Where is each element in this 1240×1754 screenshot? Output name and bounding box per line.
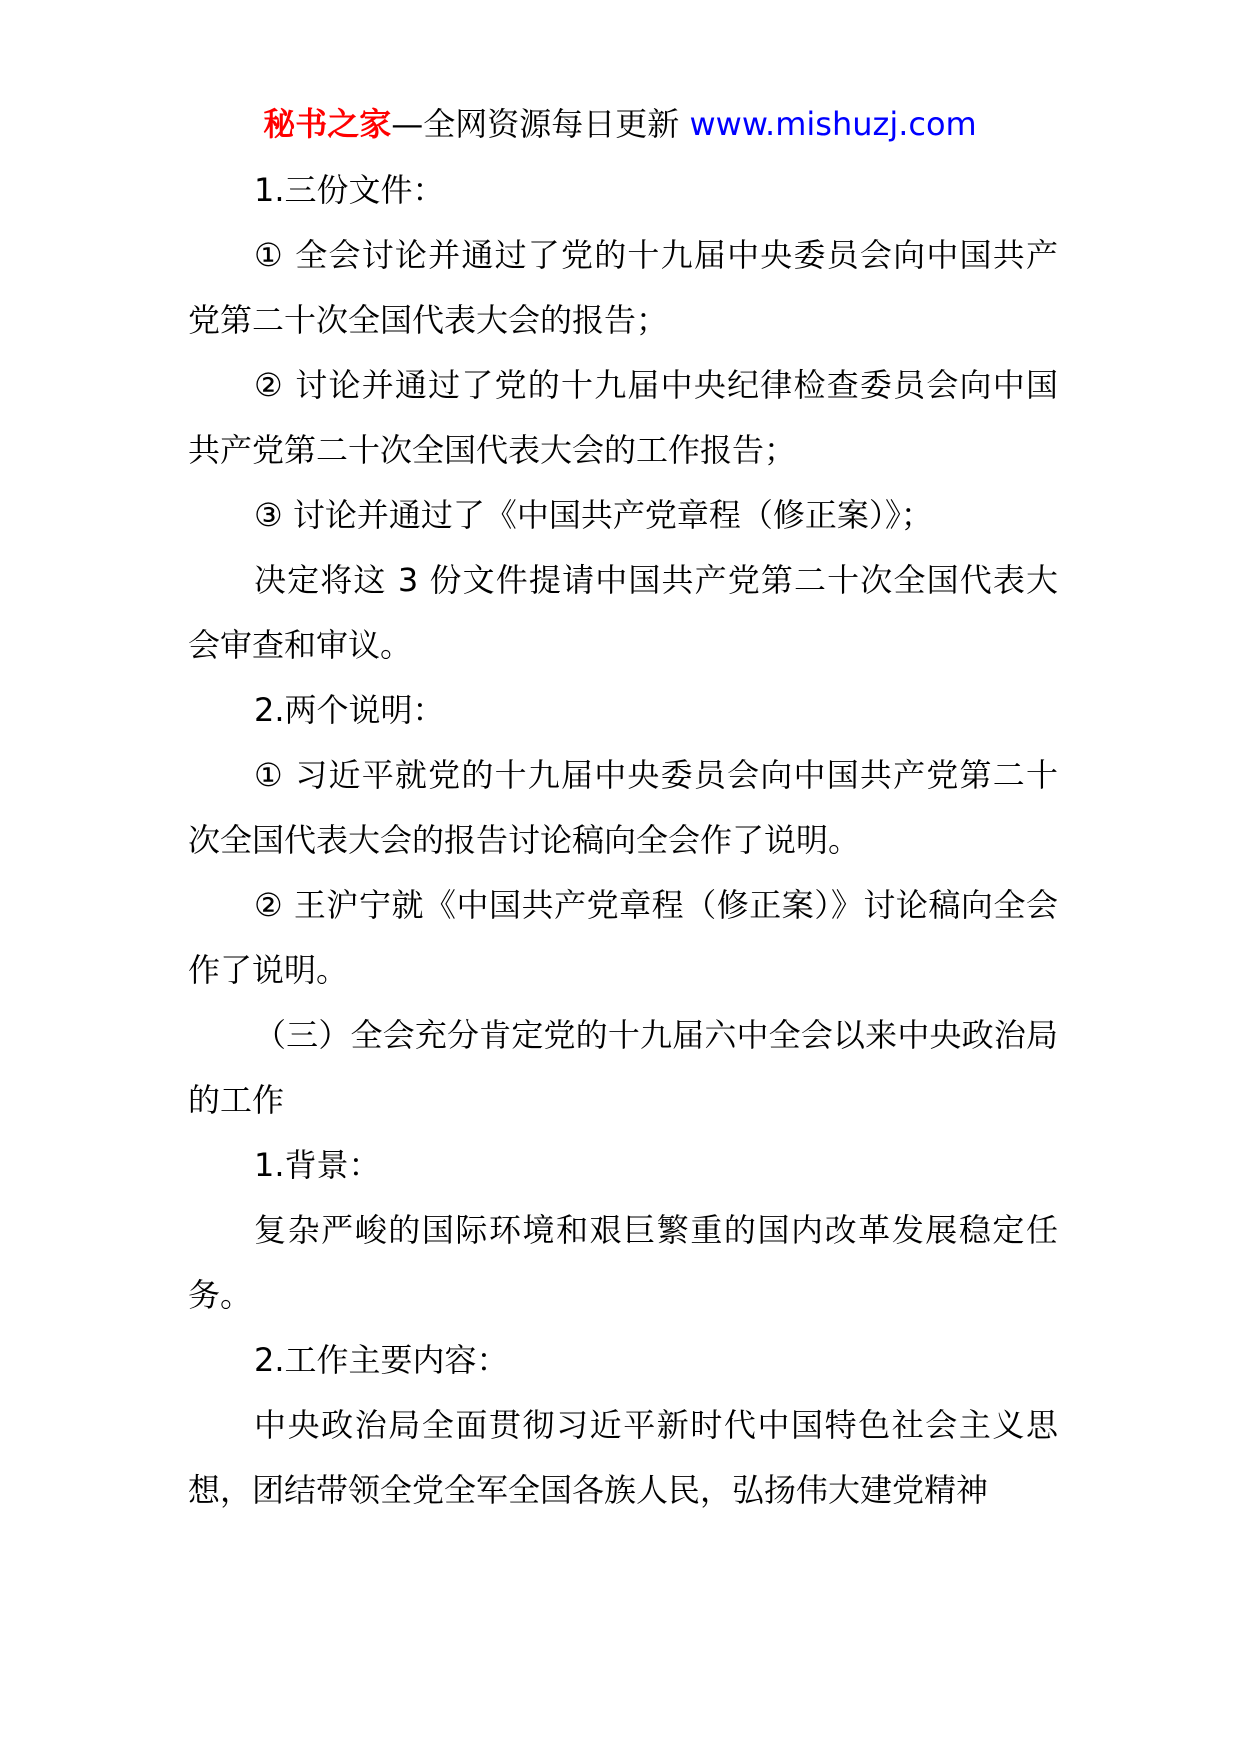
site-url-link[interactable]: www.mishuzj.com bbox=[689, 105, 977, 143]
heading-main-work: 2.工作主要内容： bbox=[254, 1341, 509, 1379]
background-paragraph: 复杂严峻的国际环境和艰巨繁重的国内改革发展稳定任务。 bbox=[188, 1211, 1058, 1314]
main-work-paragraph: 中央政治局全面贯彻习近平新时代中国特色社会主义思想，团结带领全党全军全国各族人民，弘扬伟大建党精神 bbox=[188, 1406, 1058, 1509]
decision-paragraph: 决定将这 3 份文件提请中国共产党第二十次全国代表大会审查和审议。 bbox=[188, 561, 1058, 664]
document-item-2: ② 讨论并通过了党的十九届中央纪律检查委员会向中国共产党第二十次全国代表大会的工作报告； bbox=[188, 366, 1058, 469]
document-item-3: ③ 讨论并通过了《中国共产党章程（修正案）》； bbox=[254, 496, 933, 534]
heading-three-documents: 1.三份文件： bbox=[254, 171, 445, 209]
explanation-item-1: ① 习近平就党的十九届中央委员会向中国共产党第二十次全国代表大会的报告讨论稿向全会作了说明。 bbox=[188, 756, 1058, 859]
header-slogan: —全网资源每日更新 bbox=[391, 105, 680, 143]
document-body bbox=[188, 158, 1058, 1523]
heading-background: 1.背景： bbox=[254, 1146, 381, 1184]
explanation-item-2: ② 王沪宁就《中国共产党章程（修正案）》讨论稿向全会作了说明。 bbox=[188, 886, 1058, 989]
document-header bbox=[0, 100, 1240, 148]
brand-name: 秘书之家 bbox=[263, 105, 392, 143]
heading-two-explanations: 2.两个说明： bbox=[254, 691, 445, 729]
section-three-heading: （三）全会充分肯定党的十九届六中全会以来中央政治局的工作 bbox=[188, 1016, 1058, 1119]
document-item-1: ① 全会讨论并通过了党的十九届中央委员会向中国共产党第二十次全国代表大会的报告； bbox=[188, 236, 1058, 339]
